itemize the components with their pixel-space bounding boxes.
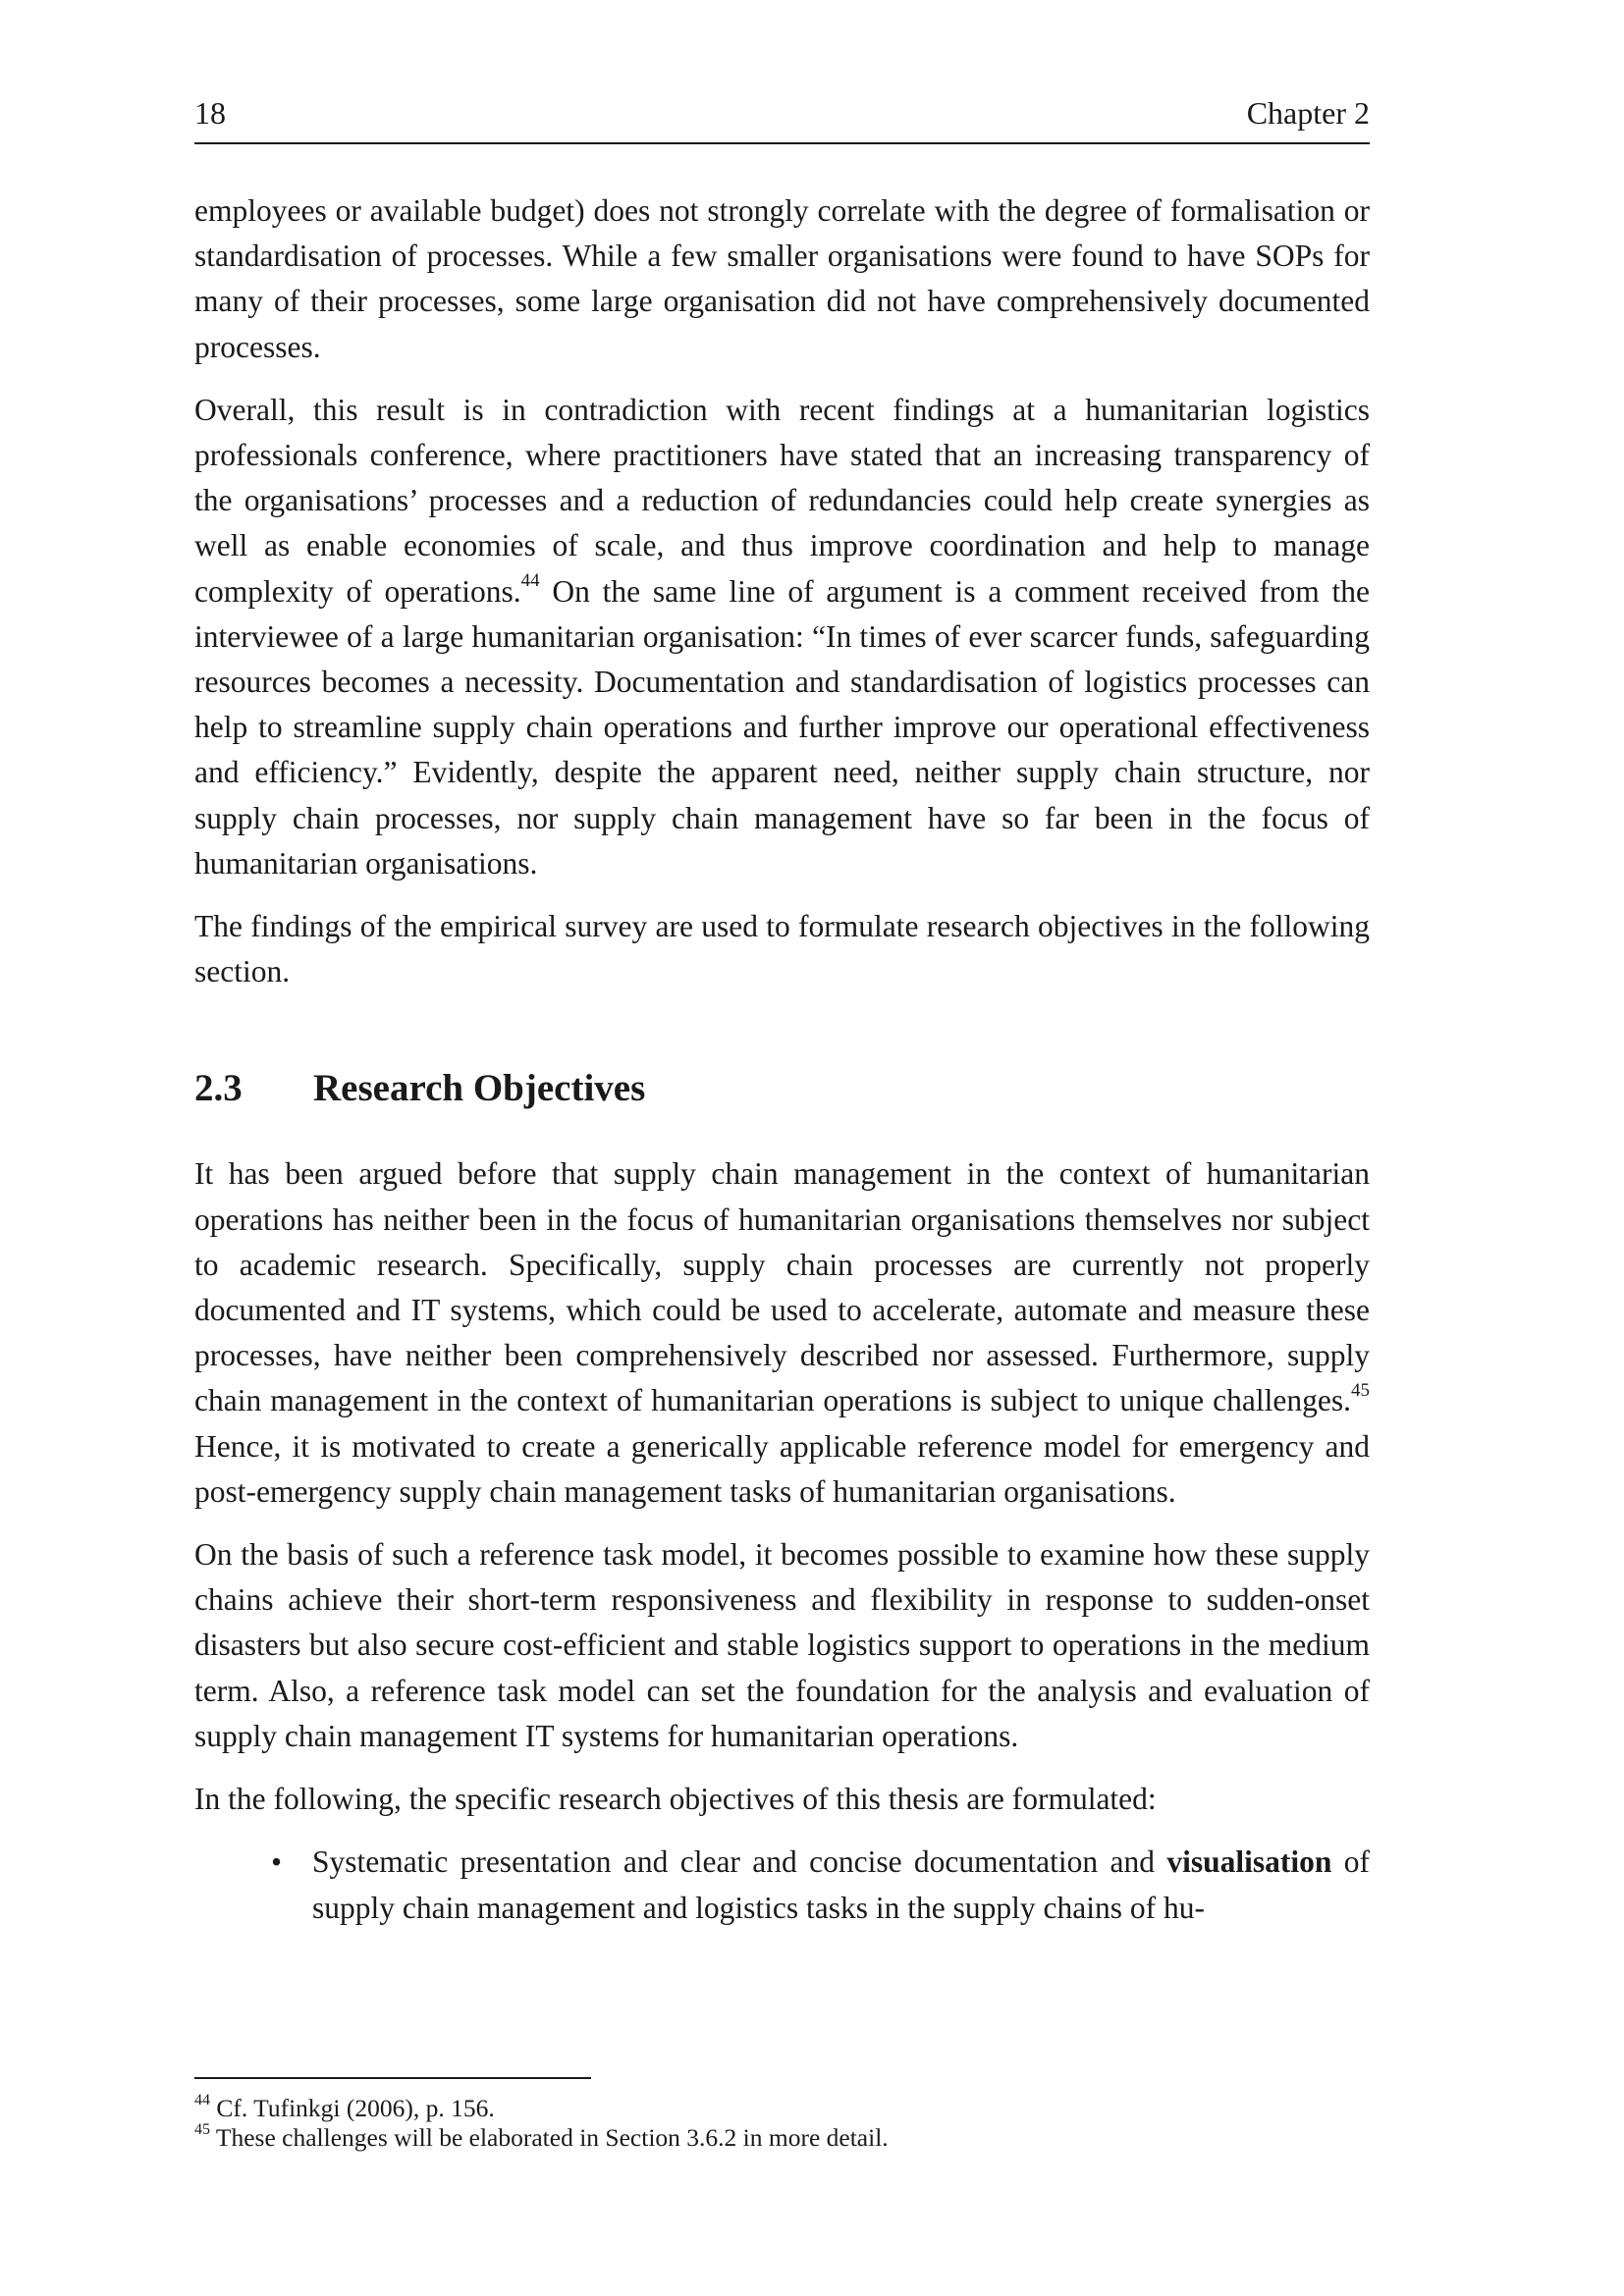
body-text: [194, 188, 1370, 1931]
objectives-list: [194, 1840, 1370, 1930]
chapter-label: Chapter 2: [1246, 95, 1370, 131]
footnote-45: $^{45}$ These challenges will be elaborated in Section 3.6.2 in more detail.: [194, 2120, 889, 2152]
footnote-divider: [194, 2077, 591, 2079]
paragraph-1: employees or available budget) does not strongly correlate with the degree of formalisation or standardisation of processes. While a few smaller organisations were found to have SOPs for many of their processes, some large organisation did not have comprehensively documented processes.: [194, 193, 1370, 364]
paragraph-4: It has been argued before that supply chain management in the context of humanitarian operations has neither been in the focus of humanitarian organisations themselves nor subject to academic research. Specifically, supply chain processes are currently not properly documented and IT systems, which could be used to accelerate, automate and measure these processes, have neither been comprehensively described nor assessed. Furthermore, supply chain management in the context of humanitarian operations is subject to unique challenges.$^{45}$ Hence, it is motivated to create a generically applicable reference model for emergency and post-emergency supply chain management tasks of humanitarian organisations.: [194, 1156, 1370, 1509]
paragraph-6: In the following, the specific research objectives of this thesis are formulated:: [194, 1782, 1157, 1817]
footnote-44: $^{44}$ Cf. Tufinkgi (2006), p. 156.: [194, 2091, 495, 2122]
paragraph-2: Overall, this result is in contradiction with recent findings at a humanitarian logistics professionals conference, where practitioners have stated that an increasing transparency of the organisations’ processes and a reduction of redundancies could help create synergies as well as enable economies of scale, and thus improve coordination and help to manage complexity of operations.$^{44}$ On the same line of argument is a comment received from the interviewee of a large humanitarian organisation: “In times of ever scarcer funds, safeguarding resources becomes a necessity. Documentation and standardisation of logistics processes can help to streamline supply chain operations and further improve our operational effectiveness and efficiency.” Evidently, despite the apparent need, neither supply chain structure, nor supply chain processes, nor supply chain management have so far been in the focus of humanitarian organisations.: [194, 392, 1370, 881]
page-number: 18: [194, 95, 226, 131]
section-heading: [194, 1065, 1370, 1112]
bullet-icon: •: [271, 1844, 283, 1880]
list-item: • Systematic presentation and clear and concise documentation and visualisation of supply chain management and logistics tasks in the supply chains of hu-: [312, 1840, 1370, 1930]
footnote-ref-44[interactable]: 44: [520, 570, 540, 592]
footnotes: [194, 2091, 1370, 2153]
paragraph-5: On the basis of such a reference task model, it becomes possible to examine how these supply chains achieve their short-term responsiveness and flexibility in response to sudden-onset disasters but also secure cost-efficient and stable logistics support to operations in the medium term. Also, a reference task model can set the foundation for the analysis and evaluation of supply chain management IT systems for humanitarian operations.: [194, 1537, 1370, 1753]
section-number: 2.3: [194, 1067, 243, 1110]
paragraph-3: The findings of the empirical survey are used to formulate research objectives in the following section.: [194, 909, 1370, 989]
emphasis-visualisation: visualisation: [1166, 1844, 1332, 1880]
section-title: Research Objectives: [313, 1067, 646, 1110]
page: [194, 93, 1370, 1931]
footnote-ref-45[interactable]: 45: [1351, 1379, 1370, 1401]
running-head: [194, 93, 1370, 144]
